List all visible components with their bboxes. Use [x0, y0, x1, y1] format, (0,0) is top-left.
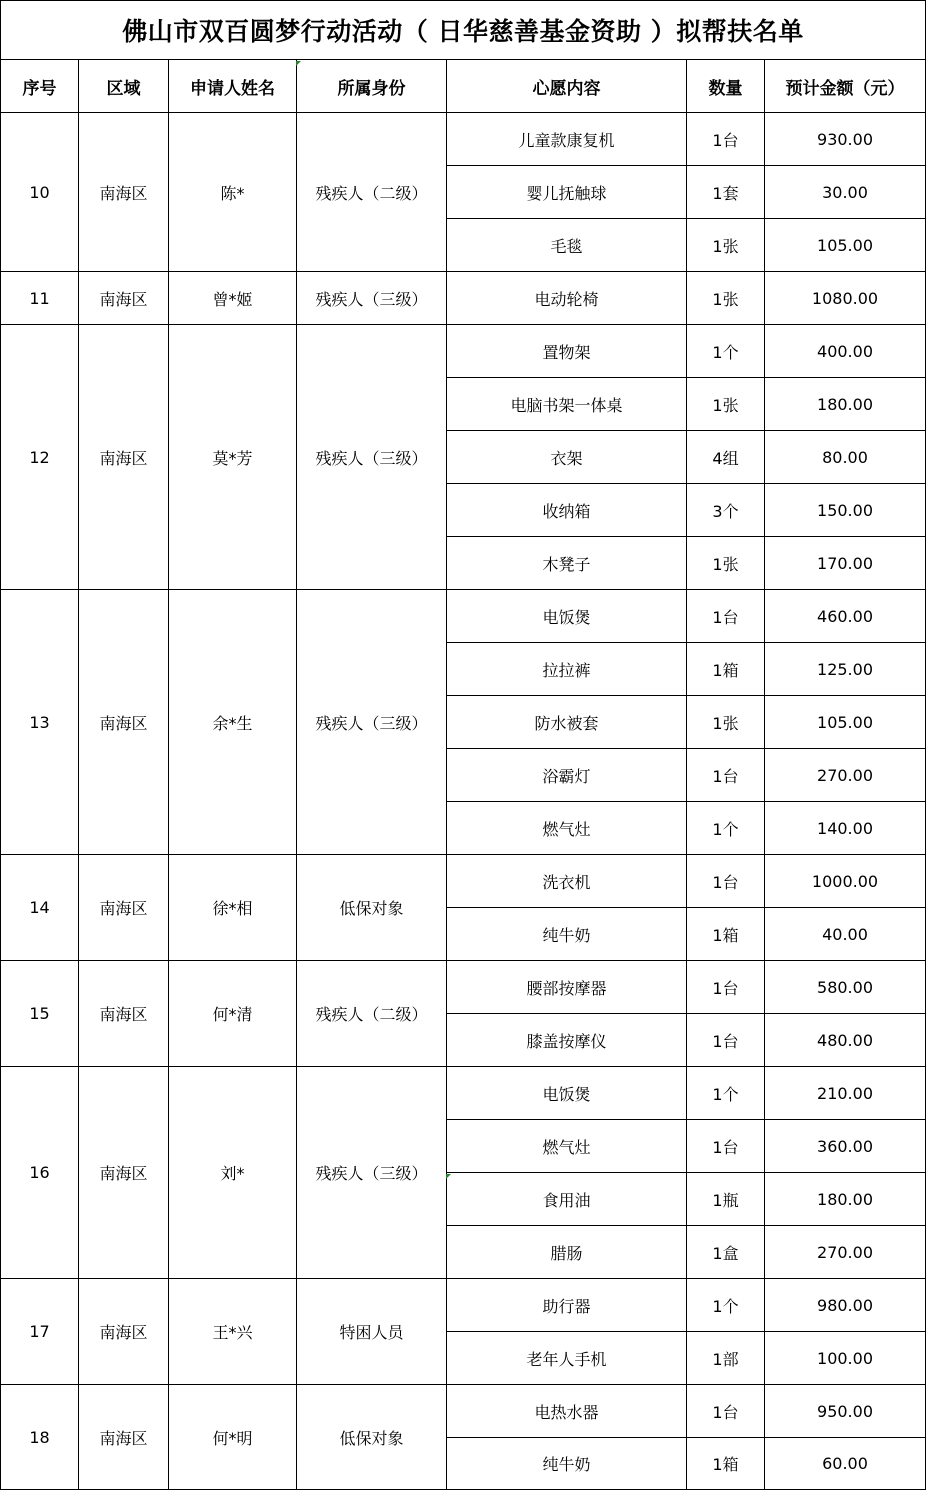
amount-cell[interactable]: 210.00	[765, 1067, 926, 1120]
table-body	[1, 1, 926, 1490]
wish-cell[interactable]: 电脑书架一体桌	[447, 378, 687, 431]
header-cell-wish[interactable]: 心愿内容	[447, 60, 687, 113]
quantity-cell[interactable]: 1台	[687, 1120, 765, 1173]
amount-cell[interactable]: 40.00	[765, 908, 926, 961]
wish-cell[interactable]: 浴霸灯	[447, 749, 687, 802]
quantity-cell[interactable]: 1张	[687, 378, 765, 431]
amount-cell[interactable]: 105.00	[765, 219, 926, 272]
wish-cell[interactable]: 儿童款康复机	[447, 113, 687, 166]
cell-comment-indicator	[296, 61, 301, 66]
quantity-cell[interactable]: 1台	[687, 1014, 765, 1067]
amount-cell[interactable]: 360.00	[765, 1120, 926, 1173]
amount-cell[interactable]: 125.00	[765, 643, 926, 696]
header-cell-no[interactable]: 序号	[1, 60, 79, 113]
area-cell[interactable]: 南海区	[79, 1279, 169, 1385]
applicant-name-cell[interactable]: 王*兴	[169, 1279, 297, 1385]
row-number-cell[interactable]: 16	[1, 1067, 79, 1279]
amount-cell[interactable]: 980.00	[765, 1279, 926, 1332]
table-row	[1, 325, 926, 378]
area-cell[interactable]: 南海区	[79, 325, 169, 590]
identity-cell[interactable]: 残疾人（三级）	[297, 325, 447, 590]
wish-cell[interactable]: 老年人手机	[447, 1332, 687, 1385]
amount-cell[interactable]: 1000.00	[765, 855, 926, 908]
header-cell-area[interactable]: 区域	[79, 60, 169, 113]
quantity-cell[interactable]: 1部	[687, 1332, 765, 1385]
area-cell[interactable]: 南海区	[79, 1385, 169, 1490]
area-cell[interactable]: 南海区	[79, 855, 169, 961]
quantity-cell[interactable]: 1张	[687, 696, 765, 749]
table-row	[1, 113, 926, 166]
quantity-cell[interactable]: 4组	[687, 431, 765, 484]
row-number-cell[interactable]: 10	[1, 113, 79, 272]
identity-cell[interactable]: 低保对象	[297, 855, 447, 961]
applicant-name-cell[interactable]: 莫*芳	[169, 325, 297, 590]
quantity-cell[interactable]: 1张	[687, 272, 765, 325]
quantity-cell[interactable]: 1台	[687, 590, 765, 643]
amount-cell[interactable]: 180.00	[765, 1173, 926, 1226]
amount-cell[interactable]: 105.00	[765, 696, 926, 749]
quantity-cell[interactable]: 3个	[687, 484, 765, 537]
quantity-cell[interactable]: 1个	[687, 1279, 765, 1332]
table-row	[1, 590, 926, 643]
amount-cell[interactable]: 400.00	[765, 325, 926, 378]
amount-cell[interactable]: 930.00	[765, 113, 926, 166]
identity-cell[interactable]: 特困人员	[297, 1279, 447, 1385]
amount-cell[interactable]: 80.00	[765, 431, 926, 484]
wish-cell[interactable]: 收纳箱	[447, 484, 687, 537]
wish-cell[interactable]: 膝盖按摩仪	[447, 1014, 687, 1067]
table-row	[1, 272, 926, 325]
quantity-cell[interactable]: 1箱	[687, 908, 765, 961]
amount-cell[interactable]: 950.00	[765, 1385, 926, 1438]
area-cell[interactable]: 南海区	[79, 1067, 169, 1279]
identity-cell[interactable]: 残疾人（二级）	[297, 961, 447, 1067]
quantity-cell[interactable]: 1箱	[687, 1438, 765, 1490]
header-row	[1, 60, 926, 113]
table-row	[1, 855, 926, 908]
row-number-cell[interactable]: 15	[1, 961, 79, 1067]
quantity-cell[interactable]: 1台	[687, 749, 765, 802]
area-cell[interactable]: 南海区	[79, 272, 169, 325]
sheet-title[interactable]: 佛山市双百圆梦行动活动（ 日华慈善基金资助 ）拟帮扶名单	[1, 1, 926, 60]
quantity-cell[interactable]: 1张	[687, 537, 765, 590]
applicant-name-cell[interactable]: 余*生	[169, 590, 297, 855]
quantity-cell[interactable]: 1张	[687, 219, 765, 272]
row-number-cell[interactable]: 13	[1, 590, 79, 855]
wish-cell[interactable]: 食用油	[447, 1173, 687, 1226]
wish-cell[interactable]: 助行器	[447, 1279, 687, 1332]
applicant-name-cell[interactable]: 陈*	[169, 113, 297, 272]
header-cell-amount[interactable]: 预计金额（元）	[765, 60, 926, 113]
row-number-cell[interactable]: 11	[1, 272, 79, 325]
identity-cell[interactable]: 低保对象	[297, 1385, 447, 1490]
wish-cell[interactable]: 木凳子	[447, 537, 687, 590]
quantity-cell[interactable]: 1瓶	[687, 1173, 765, 1226]
wish-cell[interactable]: 婴儿抚触球	[447, 166, 687, 219]
header-cell-applicant[interactable]: 申请人姓名	[169, 60, 297, 113]
amount-cell[interactable]: 480.00	[765, 1014, 926, 1067]
wish-cell[interactable]: 电热水器	[447, 1385, 687, 1438]
wish-cell[interactable]: 防水被套	[447, 696, 687, 749]
amount-cell[interactable]: 460.00	[765, 590, 926, 643]
quantity-cell[interactable]: 1盒	[687, 1226, 765, 1279]
title-row	[1, 1, 926, 60]
area-cell[interactable]: 南海区	[79, 590, 169, 855]
table-row	[1, 1385, 926, 1438]
quantity-cell[interactable]: 1台	[687, 1385, 765, 1438]
applicant-name-cell[interactable]: 何*清	[169, 961, 297, 1067]
amount-cell[interactable]: 30.00	[765, 166, 926, 219]
wish-cell[interactable]: 燃气灶	[447, 1120, 687, 1173]
row-number-cell[interactable]: 17	[1, 1279, 79, 1385]
amount-cell[interactable]: 140.00	[765, 802, 926, 855]
quantity-cell[interactable]: 1个	[687, 325, 765, 378]
quantity-cell[interactable]: 1个	[687, 802, 765, 855]
quantity-cell[interactable]: 1台	[687, 113, 765, 166]
header-cell-quantity[interactable]: 数量	[687, 60, 765, 113]
wish-cell[interactable]: 电动轮椅	[447, 272, 687, 325]
table-row	[1, 1279, 926, 1332]
applicant-name-cell[interactable]: 曾*姬	[169, 272, 297, 325]
row-number-cell[interactable]: 12	[1, 325, 79, 590]
area-cell[interactable]: 南海区	[79, 113, 169, 272]
amount-cell[interactable]: 180.00	[765, 378, 926, 431]
wish-cell[interactable]: 腊肠	[447, 1226, 687, 1279]
wish-cell[interactable]: 燃气灶	[447, 802, 687, 855]
table-row	[1, 961, 926, 1014]
wish-cell[interactable]: 拉拉裤	[447, 643, 687, 696]
wish-cell[interactable]: 毛毯	[447, 219, 687, 272]
wish-cell[interactable]: 电饭煲	[447, 590, 687, 643]
row-number-cell[interactable]: 14	[1, 855, 79, 961]
wish-cell[interactable]: 腰部按摩器	[447, 961, 687, 1014]
quantity-cell[interactable]: 1个	[687, 1067, 765, 1120]
amount-cell[interactable]: 150.00	[765, 484, 926, 537]
wish-cell[interactable]: 洗衣机	[447, 855, 687, 908]
applicant-name-cell[interactable]: 刘*	[169, 1067, 297, 1279]
wish-cell[interactable]: 置物架	[447, 325, 687, 378]
amount-cell[interactable]: 60.00	[765, 1438, 926, 1490]
applicant-name-cell[interactable]: 何*明	[169, 1385, 297, 1490]
quantity-cell[interactable]: 1套	[687, 166, 765, 219]
header-cell-identity[interactable]: 所属身份	[297, 60, 447, 113]
wish-cell[interactable]: 纯牛奶	[447, 908, 687, 961]
cell-comment-indicator	[446, 1174, 451, 1179]
applicant-name-cell[interactable]: 徐*相	[169, 855, 297, 961]
wish-cell[interactable]: 电饭煲	[447, 1067, 687, 1120]
amount-cell[interactable]: 580.00	[765, 961, 926, 1014]
quantity-cell[interactable]: 1台	[687, 855, 765, 908]
quantity-cell[interactable]: 1台	[687, 961, 765, 1014]
identity-cell[interactable]: 残疾人（三级）	[297, 1067, 447, 1279]
amount-cell[interactable]: 170.00	[765, 537, 926, 590]
row-number-cell[interactable]: 18	[1, 1385, 79, 1490]
identity-cell[interactable]: 残疾人（三级）	[297, 272, 447, 325]
amount-cell[interactable]: 1080.00	[765, 272, 926, 325]
identity-cell[interactable]: 残疾人（二级）	[297, 113, 447, 272]
amount-cell[interactable]: 270.00	[765, 1226, 926, 1279]
area-cell[interactable]: 南海区	[79, 961, 169, 1067]
table-row	[1, 1067, 926, 1120]
wish-cell[interactable]: 纯牛奶	[447, 1438, 687, 1490]
amount-cell[interactable]: 270.00	[765, 749, 926, 802]
quantity-cell[interactable]: 1箱	[687, 643, 765, 696]
identity-cell[interactable]: 残疾人（三级）	[297, 590, 447, 855]
amount-cell[interactable]: 100.00	[765, 1332, 926, 1385]
wish-cell[interactable]: 衣架	[447, 431, 687, 484]
